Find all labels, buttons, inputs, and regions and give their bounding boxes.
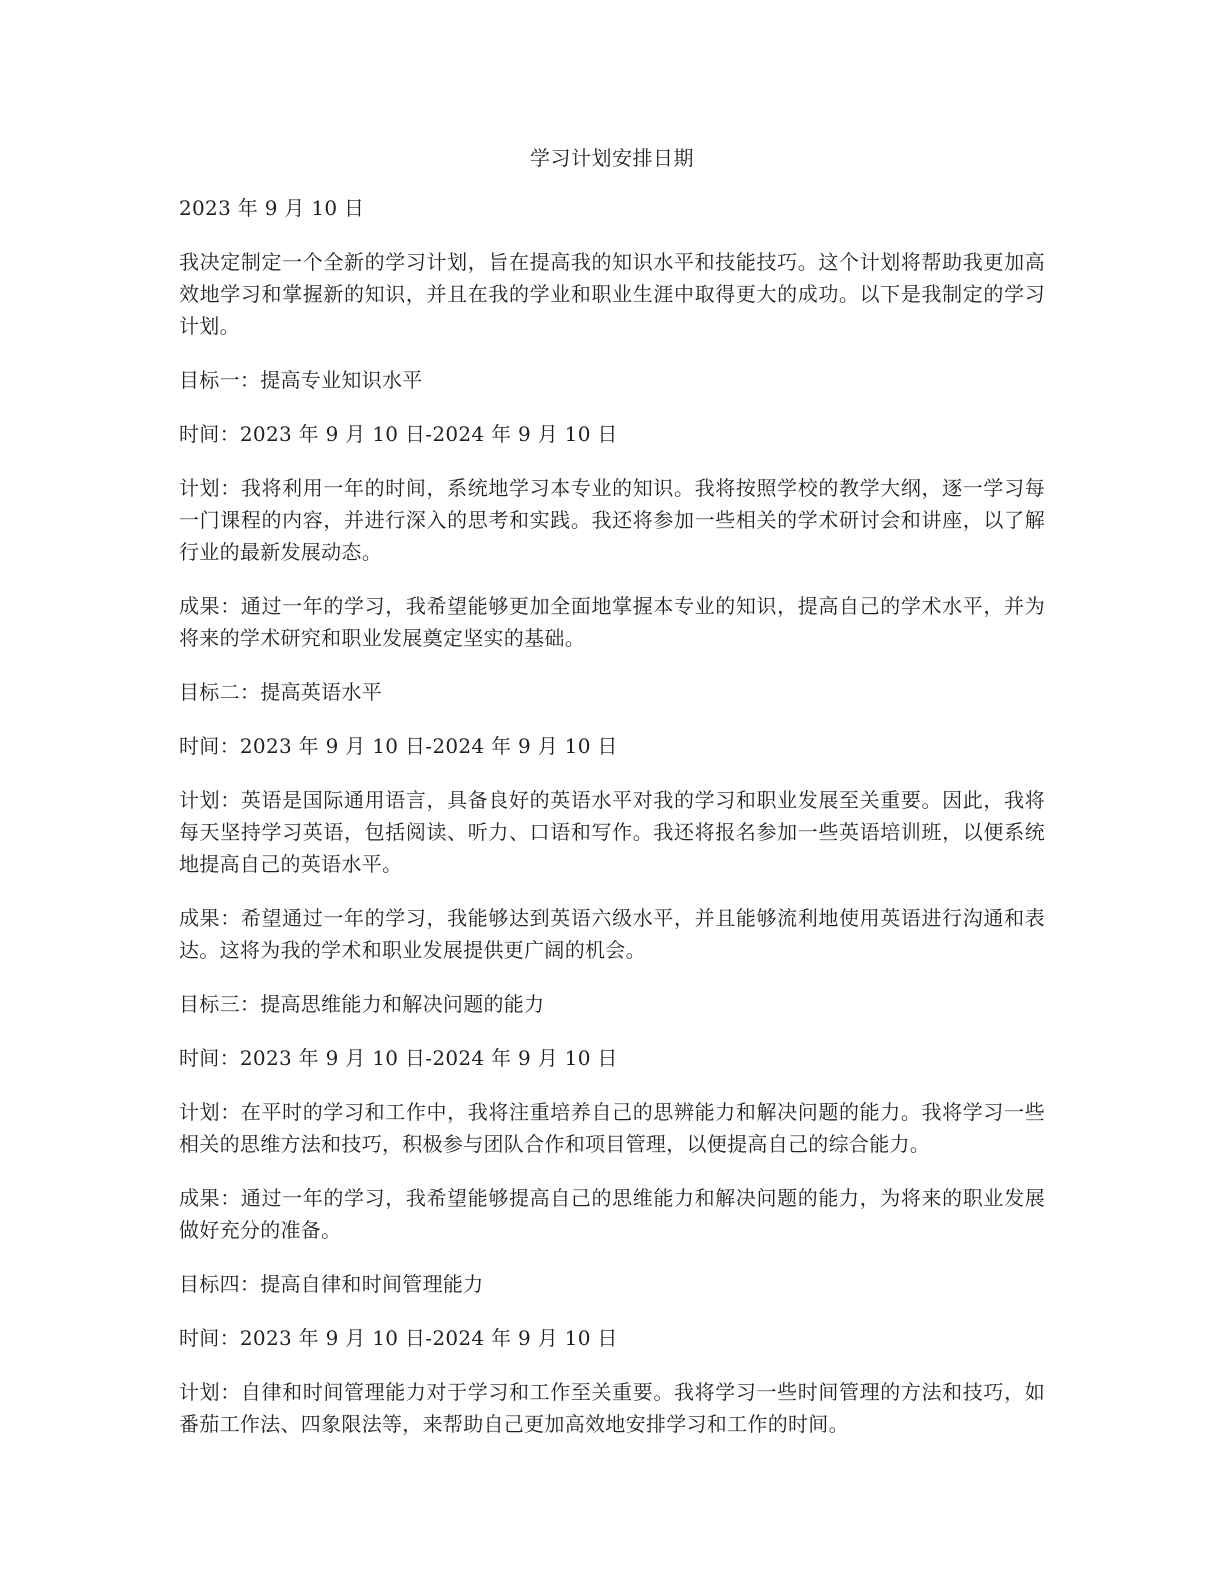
goal-3-plan: 计划：在平时的学习和工作中，我将注重培养自己的思辨能力和解决问题的能力。我将学习一些相关的思维方法和技巧，积极参与团队合作和项目管理，以便提高自己的综合能力。: [179, 1100, 1045, 1156]
date-line: 2023 年 9 月 10 日: [179, 196, 365, 220]
goal-4-time: 时间：2023 年 9 月 10 日-2024 年 9 月 10 日: [179, 1326, 618, 1350]
goal-2-plan: 计划：英语是国际通用语言，具备良好的英语水平对我的学习和职业发展至关重要。因此，我将每天坚持学习英语，包括阅读、听力、口语和写作。我还将报名参加一些英语培训班，以便系统地提高自己的英语水平。: [179, 788, 1045, 876]
goal-2-heading: 目标二：提高英语水平: [179, 680, 382, 704]
goal-1-time: 时间：2023 年 9 月 10 日-2024 年 9 月 10 日: [179, 422, 618, 446]
intro-paragraph: 我决定制定一个全新的学习计划，旨在提高我的知识水平和技能技巧。这个计划将帮助我更加高效地学习和掌握新的知识，并且在我的学业和职业生涯中取得更大的成功。以下是我制定的学习计划。: [179, 250, 1045, 338]
goal-4-plan: 计划：自律和时间管理能力对于学习和工作至关重要。我将学习一些时间管理的方法和技巧，如番茄工作法、四象限法等，来帮助自己更加高效地安排学习和工作的时间。: [179, 1380, 1045, 1436]
goal-1-plan: 计划：我将利用一年的时间，系统地学习本专业的知识。我将按照学校的教学大纲，逐一学习每一门课程的内容，并进行深入的思考和实践。我还将参加一些相关的学术研讨会和讲座，以了解行业的最新发展动态。: [179, 476, 1045, 564]
goal-1-heading: 目标一：提高专业知识水平: [179, 368, 423, 392]
document-title: 学习计划安排日期: [530, 146, 694, 170]
goal-4-heading: 目标四：提高自律和时间管理能力: [179, 1272, 484, 1296]
goal-1-result: 成果：通过一年的学习，我希望能够更加全面地掌握本专业的知识，提高自己的学术水平，并为将来的学术研究和职业发展奠定坚实的基础。: [179, 594, 1045, 650]
goal-2-result: 成果：希望通过一年的学习，我能够达到英语六级水平，并且能够流利地使用英语进行沟通和表达。这将为我的学术和职业发展提供更广阔的机会。: [179, 906, 1045, 962]
goal-3-time: 时间：2023 年 9 月 10 日-2024 年 9 月 10 日: [179, 1046, 618, 1070]
document-body: [179, 192, 1045, 1462]
goal-3-result: 成果：通过一年的学习，我希望能够提高自己的思维能力和解决问题的能力，为将来的职业发展做好充分的准备。: [179, 1186, 1045, 1242]
goal-3-heading: 目标三：提高思维能力和解决问题的能力: [179, 992, 545, 1016]
goal-2-time: 时间：2023 年 9 月 10 日-2024 年 9 月 10 日: [179, 734, 618, 758]
